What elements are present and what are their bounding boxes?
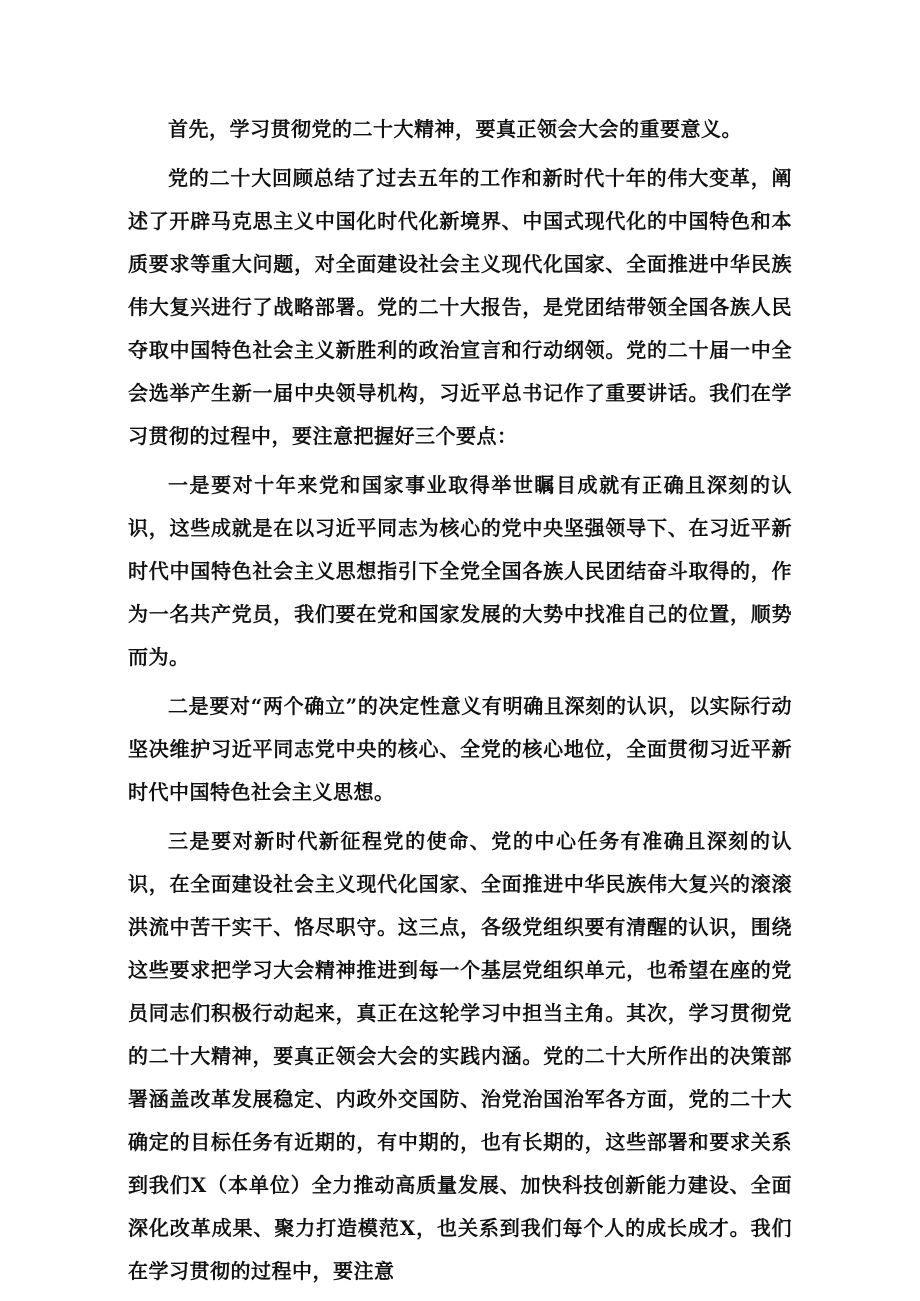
paragraph-point-one: 一是要对十年来党和国家事业取得举世瞩目成就有正确且深刻的认识，这些成就是在以习近平同志为核心的党中央坚强领导下、在习近平新时代中国特色社会主义思想指引下全党全国各族人民团结奋斗取得的，作为一名共产党员，我们要在党和国家发展的大势中找准自己的位置，顺势而为。 [128,473,792,669]
paragraph-review: 党的二十大回顾总结了过去五年的工作和新时代十年的伟大变革，阐述了开辟马克思主义中国化时代化新境界、中国式现代化的中国特色和本质要求等重大问题，对全面建设社会主义现代化国家、全面推进中华民族伟大复兴进行了战略部署。党的二十大报告，是党团结带领全国各族人民夺取中国特色社会主义新胜利的政治宣言和行动纲领。党的二十届一中全会选举产生新一届中央领导机构，习近平总书记作了重要讲话。我们在学习贯彻的过程中，要注意把握好三个要点： [128,166,792,448]
paragraph-point-three: 三是要对新时代新征程党的使命、党的中心任务有准确且深刻的认识，在全面建设社会主义现代化国家、全面推进中华民族伟大复兴的滚滚洪流中苦干实干、恪尽职守。这三点，各级党组织要有清醒的认识，围绕这些要求把学习大会精神推进到每一个基层党组织单元，也希望在座的党员同志们积极行动起来，真正在这轮学习中担当主角。其次，学习贯彻党的二十大精神，要真正领会大会的实践内涵。党的二十大所作出的决策部署涵盖改革发展稳定、内政外交国防、治党治国治军各方面，党的二十大确定的目标任务有近期的，有中期的，也有长期的，这些部署和要求关系到我们X（本单位）全力推动高质量发展、加快科技创新能力建设、全面深化改革成果、聚力打造模范X，也关系到我们每个人的成长成才。我们在学习贯彻的过程中，要注意 [128,829,792,1283]
document-body [128,108,792,1299]
paragraph-intro: 首先，学习贯彻党的二十大精神，要真正领会大会的重要意义。 [168,117,742,141]
paragraph-point-two: 二是要对“两个确立”的决定性意义有明确且深刻的认识，以实际行动坚决维护习近平同志党中央的核心、全党的核心地位，全面贯彻习近平新时代中国特色社会主义思想。 [128,694,792,804]
